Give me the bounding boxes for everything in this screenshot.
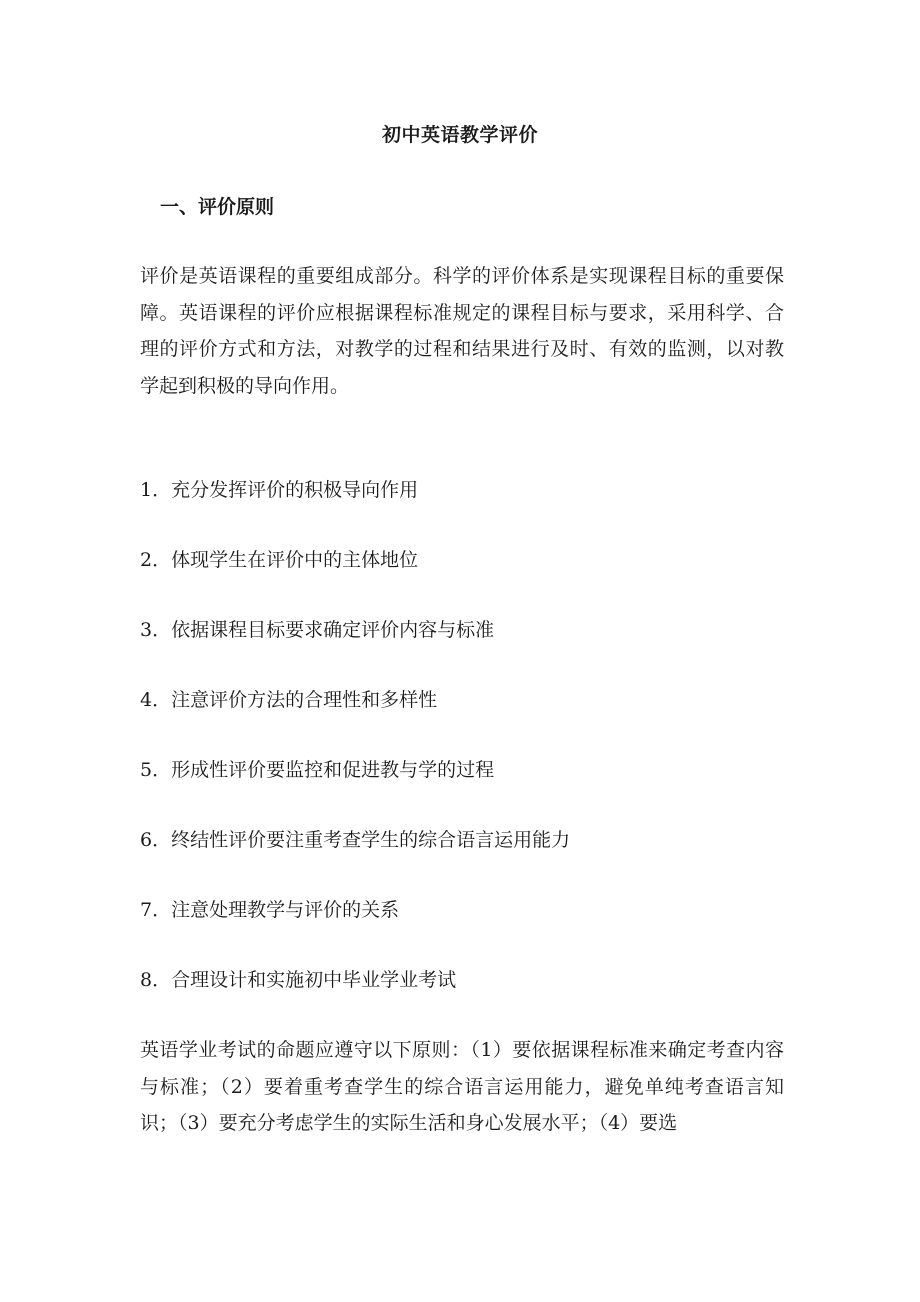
document-title: 初中英语教学评价: [381, 124, 538, 146]
principle-item-3: 3．依据课程目标要求确定评价内容与标准: [140, 619, 495, 641]
principle-item-4: 4．注意评价方法的合理性和多样性: [140, 689, 438, 711]
section-heading: 一、评价原则: [160, 196, 275, 218]
principle-item-6: 6．终结性评价要注重考查学生的综合语言运用能力: [140, 829, 571, 851]
principle-item-5: 5．形成性评价要监控和促进教与学的过程: [140, 759, 495, 781]
principle-item-1: 1．充分发挥评价的积极导向作用: [140, 479, 419, 501]
principle-item-8: 8．合理设计和实施初中毕业学业考试: [140, 969, 457, 991]
exam-paragraph: 英语学业考试的命题应遵守以下原则：（1）要依据课程标准来确定考查内容与标准；（2）要着重考查学生的综合语言运用能力，避免单纯考查语言知识；（3）要充分考虑学生的实际生活和身心发展水平；（4）要选: [140, 1039, 784, 1134]
intro-paragraph: 评价是英语课程的重要组成部分。科学的评价体系是实现课程目标的重要保障。英语课程的评价应根据课程标准规定的课程目标与要求，采用科学、合理的评价方式和方法，对教学的过程和结果进行及时、有效的监测，以对教学起到积极的导向作用。: [140, 265, 784, 397]
principle-item-7: 7．注意处理教学与评价的关系: [140, 899, 400, 921]
principle-item-2: 2．体现学生在评价中的主体地位: [140, 549, 419, 571]
